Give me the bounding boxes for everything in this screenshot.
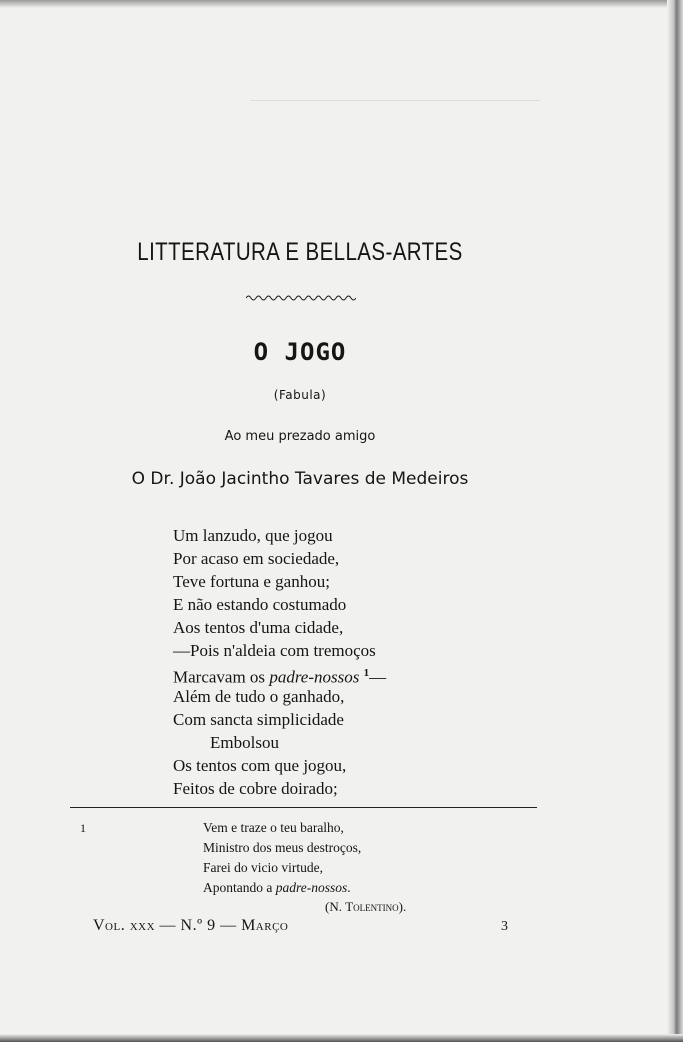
dedicatee-name: O Dr. João Jacintho Tavares de Medeiros [131, 469, 469, 489]
page-number: 3 [501, 919, 508, 934]
verse-text-suffix: — [369, 667, 387, 687]
footnote-attribution [325, 899, 406, 915]
dedication-line: Ao meu prezado amigo [224, 429, 376, 444]
section-heading: LITTERATURA E BELLAS-ARTES [137, 238, 463, 266]
bleed-through-texture [250, 100, 540, 115]
attribution-author: Tolentino [345, 899, 399, 914]
verse-line: Além de tudo o ganhado, [173, 687, 345, 706]
verse-line: E não estando costumado [173, 595, 347, 614]
poem-title: O JOGO [253, 338, 347, 366]
footnote-marker: 1 [80, 821, 86, 835]
verse-line: Os tentos com que jogou, [173, 756, 347, 775]
verse-text: Marcavam os [173, 667, 270, 687]
footnote-line: Farei do vicio virtude, [203, 860, 323, 875]
verse-line: —Pois n'aldeia com tremoços [173, 641, 376, 660]
poem-subtitle: (Fabula) [273, 388, 327, 402]
verse-line: Um lanzudo, que jogou [173, 526, 333, 545]
verse-line: Embolsou [210, 733, 279, 752]
attribution-close: ). [398, 899, 407, 914]
attribution-open: (N. [325, 899, 346, 914]
footnote-text: Apontando a [203, 880, 276, 895]
verse-line: Feitos de cobre doirado; [173, 779, 338, 798]
verse-line-with-footnote [173, 662, 386, 685]
footnote-line: Vem e traze o teu baralho, [203, 820, 344, 835]
footnote-rule [70, 807, 537, 808]
poem-verses [173, 524, 386, 800]
footnote-italic-text: padre-nossos [275, 880, 348, 895]
footer-volume: Vol. xxx — N.º 9 — Março [93, 917, 289, 934]
page-top-shadow [0, 0, 683, 8]
page-bottom-edge [0, 1034, 683, 1042]
footnote-line [203, 878, 361, 898]
verse-italic-text: padre-nossos [269, 667, 360, 687]
verse-line: Por acaso em sociedade, [173, 549, 340, 568]
footnote-line: Ministro dos meus destroços, [203, 840, 362, 855]
footnote-text-suffix: . [347, 880, 351, 895]
verse-line: Teve fortuna e ganhou; [173, 572, 330, 591]
verse-line: Com sancta simplicidade [173, 710, 344, 729]
footnote-reference: 1 [363, 667, 370, 679]
footnote-verses [203, 818, 361, 898]
page-binding-edge [667, 0, 683, 1042]
verse-line: Aos tentos d'uma cidade, [173, 618, 344, 637]
ornament-divider-icon [246, 294, 356, 302]
